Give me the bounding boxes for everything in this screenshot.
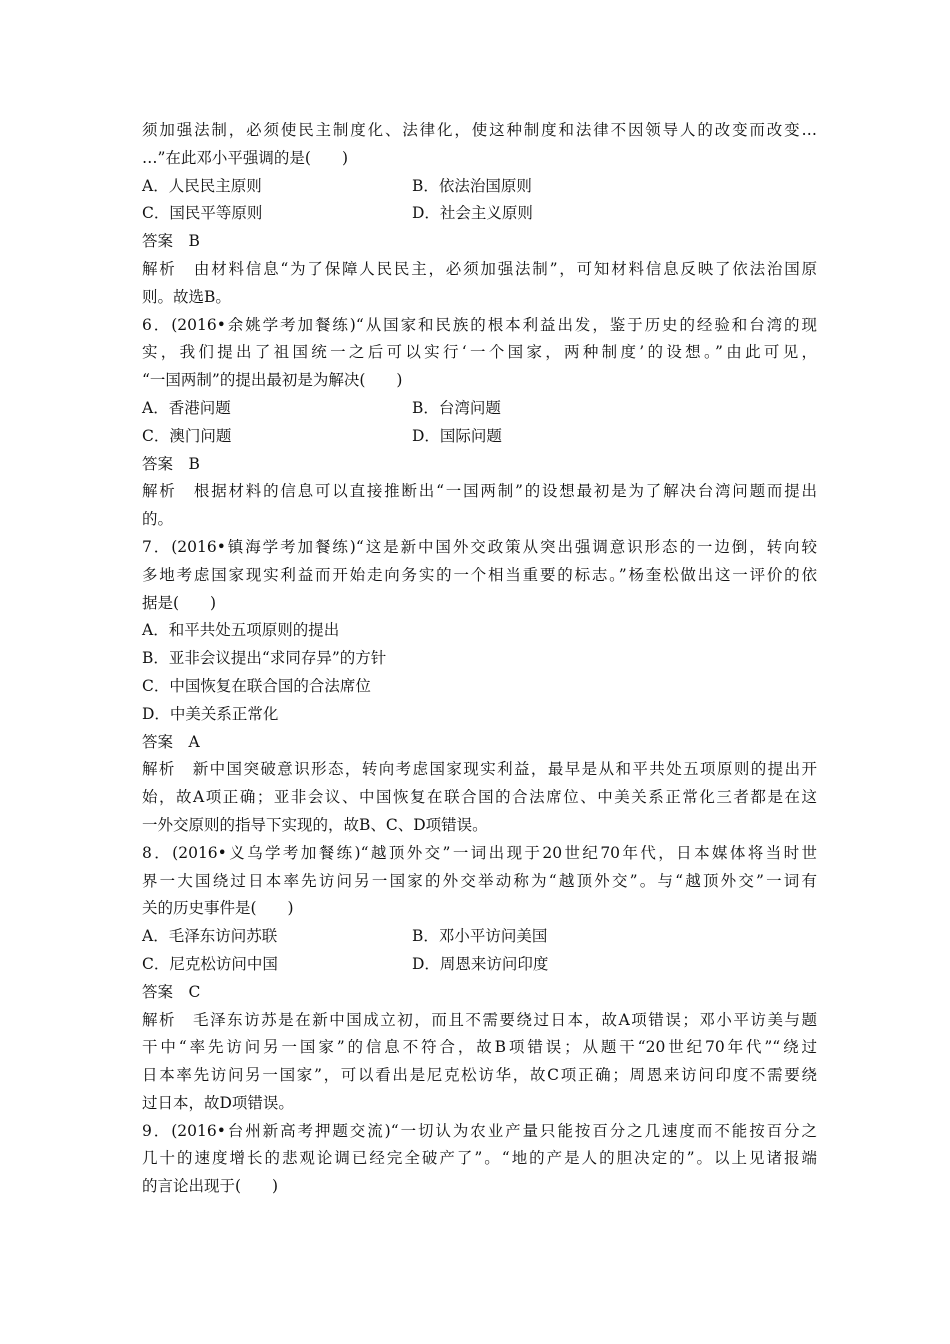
answer-option: B．依法治国原则 [412,176,532,195]
text-line: 答案 B [142,454,200,473]
text-line: 的言论出现于( ) [142,1177,279,1196]
text-line: 界一大国绕过日本率先访问另一国家的外交举动称为“越顶外交”。与“越顶外交”一词有 [142,871,817,890]
answer-option: D．社会主义原则 [412,204,533,223]
answer-option: C．尼克松访问中国 [142,954,278,973]
text-line: “一国两制”的提出最初是为解决( ) [142,371,403,390]
text-line: 过日本，故D项错误。 [142,1093,294,1112]
text-line: 一外交原则的指导下实现的，故B、C、D项错误。 [142,815,488,834]
text-line: 6．(2016•余姚学考加餐练)“从国家和民族的根本利益出发，鉴于历史的经验和台湾的现 [142,315,817,334]
text-line: 9．(2016•台州新高考押题交流)“一切认为农业产量只能按百分之几速度而不能按百分之 [142,1121,817,1140]
option-row [142,423,817,451]
text-line: 日本率先访问另一国家”，可以看出是尼克松访华，故C项正确；周恩来访问印度不需要绕 [142,1066,817,1085]
text-line: 须加强法制，必须使民主制度化、法律化，使这种制度和法律不因领导人的改变而改变… [142,121,817,139]
answer-option: C．国民平等原则 [142,204,263,223]
text-line: 解析 新中国突破意识形态，转向考虑国家现实利益，最早是从和平共处五项原则的提出开 [142,760,817,779]
text-line: A．和平共处五项原则的提出 [142,621,340,640]
answer-option: A．人民民主原则 [142,176,262,195]
text-line: 答案 B [142,232,200,251]
text-line: …”在此邓小平强调的是( ) [142,148,349,167]
text-line: 则。故选B。 [142,287,231,306]
text-line: C．中国恢复在联合国的合法席位 [142,676,371,695]
answer-option: A．香港问题 [142,398,231,417]
option-row [142,395,817,423]
text-line: B．亚非会议提出“求同存异”的方针 [142,649,387,668]
text-line: 几十的速度增长的悲观论调已经完全破产了”。“地的产是人的胆决定的”。以上见诸报端 [142,1149,817,1168]
text-line: 答案 C [142,982,201,1001]
answer-option: D．周恩来访问印度 [412,954,549,973]
option-row [142,173,817,201]
answer-option: C．澳门问题 [142,426,232,445]
text-line: 7．(2016•镇海学考加餐练)“这是新中国外交政策从突出强调意识形态的一边倒，转向较 [142,537,817,556]
text-line: 多地考虑国家现实利益而开始走向务实的一个相当重要的标志。”杨奎松做出这一评价的依 [142,565,817,584]
text-line: 解析 根据材料的信息可以直接推断出“一国两制”的设想最初是为了解决台湾问题而提出 [142,482,817,501]
text-line: 干中“率先访问另一国家”的信息不符合，故B项错误；从题干“20世纪70年代”“绕过 [142,1038,817,1057]
answer-option: B．台湾问题 [412,398,501,417]
answer-option: A．毛泽东访问苏联 [142,927,278,946]
option-row [142,923,817,951]
text-line: 答案 A [142,732,200,751]
page-content [142,117,817,1201]
text-line: 的。 [142,510,174,529]
text-line: 8．(2016•义乌学考加餐练)“越顶外交”一词出现于20世纪70年代，日本媒体将当时世 [142,843,817,862]
text-line: 据是( ) [142,593,217,612]
text-line: D．中美关系正常化 [142,704,279,723]
option-row [142,951,817,979]
text-line: 解析 毛泽东访苏是在新中国成立初，而且不需要绕过日本，故A项错误；邓小平访美与题 [142,1010,817,1029]
option-row [142,200,817,228]
answer-option: D．国际问题 [412,426,502,445]
text-line: 解析 由材料信息“为了保障人民民主，必须加强法制”，可知材料信息反映了依法治国原 [142,259,817,278]
text-line: 实，我们提出了祖国统一之后可以实行‘一个国家，两种制度’的设想。”由此可见， [142,343,817,362]
text-line: 关的历史事件是( ) [142,899,294,918]
text-line: 始，故A项正确；亚非会议、中国恢复在联合国的合法席位、中美关系正常化三者都是在这 [142,788,817,807]
answer-option: B．邓小平访问美国 [412,927,548,946]
